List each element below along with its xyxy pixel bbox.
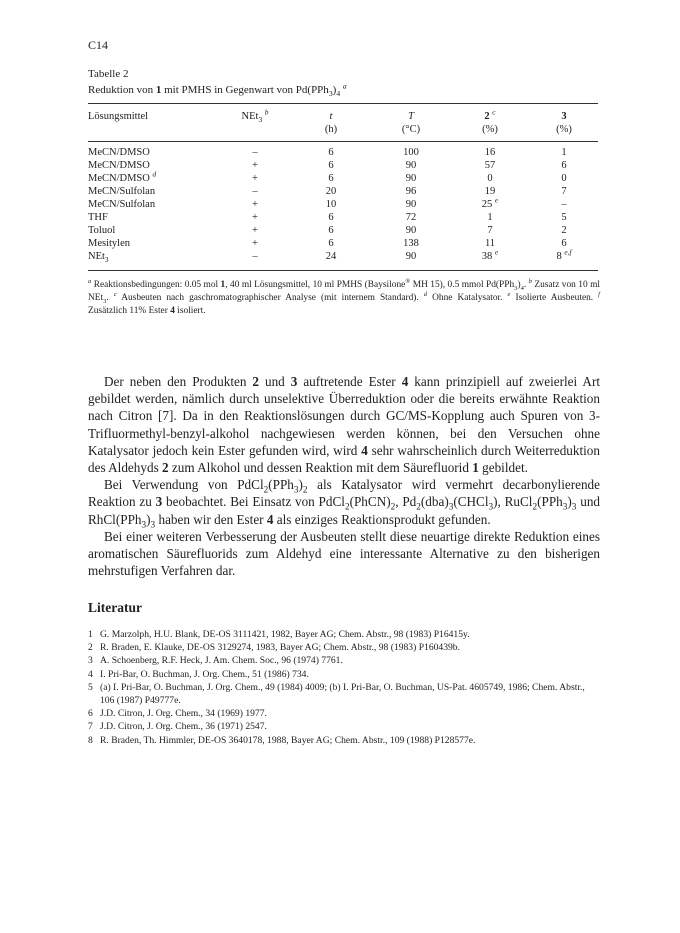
reference-item: 8 R. Braden, Th. Himmler, DE-OS 3640178, 1988, Bayer AG; Chem. Abstr., 109 (1988) P128577e.: [88, 734, 476, 746]
table-footnotes: $^a$ Reaktionsbedingungen: 0.05 mol 1, 40 ml Lösungsmittel, 10 ml PMHS (Baysilone® MH 15), 0.5 mmol $Pd(PPh_3)_4$. $^b$ Zusatz von 10 ml NEt$_3$. $^c$ Ausbeuten nach gaschromatographischer Analyse (mit internem Standard). $^d$ Ohne Katalysator. $^e$ Isolierte Ausbeuten. $^f$ Zusätzlich 11% Ester 4 isoliert.: [88, 277, 600, 316]
caption-prefix: Reduktion von: [88, 84, 156, 96]
header-time: t (h): [324, 111, 338, 135]
table-label: Tabelle 2: [88, 68, 129, 80]
caption-close: ): [332, 84, 337, 96]
table-row: Mesitylen + 6 138 11 6: [88, 238, 567, 249]
table-row: THF + 6 72 1 5: [88, 212, 567, 223]
table-row: MeCN/DMSO $^d$ + 6 90 0 0: [88, 169, 567, 184]
header-yield-2: 2 $^c$ (%): [482, 107, 498, 135]
reference-item: 5 (a) I. Pri-Bar, O. Buchman, J. Org. Chem., 49 (1984) 4009; (b) I. Pri-Bar, O. Buchman, US-Pat. 4605749, 1986; Chem. Abstr., 106 (1987) P49777e.: [88, 681, 585, 707]
caption-middle: mit PMHS in Gegenwart von Pd(PPh: [161, 84, 329, 96]
table-row: MeCN/Sulfolan – 20 96 19 7: [88, 186, 567, 197]
caption-footnote-mark: a: [342, 81, 347, 91]
reference-item: 4 I. Pri-Bar, O. Buchman, J. Org. Chem., 51 (1986) 734.: [88, 668, 309, 680]
table-caption: [88, 81, 347, 99]
table-top-rule: [88, 103, 598, 104]
caption-compound: 1: [155, 84, 162, 96]
body-text: [88, 373, 600, 579]
header-row: [88, 110, 598, 136]
header-net3: NEt$_3$ $^b$: [241, 107, 269, 125]
literature-heading: Literatur: [88, 600, 142, 615]
reference-item: 7 J.D. Citron, J. Org. Chem., 36 (1971) 2547.: [88, 721, 267, 733]
header-solvent: Lösungsmittel: [88, 111, 149, 122]
page-number: C14: [88, 38, 109, 52]
paragraph: Bei einer weiteren Verbesserung der Ausbeuten stellt diese neuartige direkte Reduktion eines aromatischen Säurefluorids zum Aldehyd eine interessante Alternative zu den bisherigen mehrstufigen Verfahren dar.: [88, 528, 600, 579]
caption-sub: 3: [328, 89, 333, 99]
header-temperature: T (°C): [401, 111, 421, 135]
table-row: MeCN/DMSO + 6 90 57 6: [88, 160, 567, 171]
reduction-table: [88, 107, 598, 265]
paragraph: Bei Verwendung von $PdCl_2(PPh_3)_2$ als Katalysator wird vermehrt decarbonylierende Reaktion zu 3 beobachtet. Bei Einsatz von $PdCl_2(PhCN)_2$, $Pd_2(dba)_3(CHCl_3)$, $RuCl_2(PPh_3)_3$ und $RhCl(PPh_3)_3$ haben wir den Ester 4 als einziges Reaktionsprodukt gefunden.: [88, 477, 600, 530]
table-row: Toluol + 6 90 7 2: [88, 225, 567, 236]
reference-list: [88, 628, 600, 747]
table-row: MeCN/DMSO – 6 100 16 1: [88, 147, 567, 158]
table-row: NEt$_3$ – 24 90 38 $^e$ 8 $^{e,f}$: [88, 247, 572, 265]
table-bottom-rule: [88, 270, 598, 271]
reference-item: 2 R. Braden, E. Klauke, DE-OS 3129274, 1983, Bayer AG; Chem. Abstr., 98 (1983) P160439b.: [88, 642, 461, 654]
reference-item: 6 J.D. Citron, J. Org. Chem., 34 (1969) 1977.: [88, 708, 267, 720]
table-row: MeCN/Sulfolan + 10 90 25 $^e$ –: [88, 195, 567, 210]
caption-sub2: 4: [336, 89, 341, 99]
paragraph: Der neben den Produkten 2 und 3 auftretende Ester 4 kann prinzipiell auf zweierlei Art gebildet werden, nämlich durch unselektive Überreduktion oder die bereits erwähnte Reaktion nach Citron [7]. Da in den Reaktionslösungen durch GC/MS-Kopplung auch Spuren von 3-Trifluormethyl-benzyl-alkohol nachgewiesen werden können, bei den Versuchen ohne Katalysator jedoch kein Ester gefunden wird, wird 4 sehr wahrscheinlich durch Weiterreduktion des Aldehyds 2 zum Alkohol und dessen Reaktion mit dem Säurefluorid 1 gebildet.: [88, 374, 601, 476]
header-yield-3: 3 (%): [556, 111, 572, 135]
reference-item: 3 A. Schoenberg, R.F. Heck, J. Am. Chem. Soc., 96 (1974) 7761.: [88, 655, 343, 667]
reference-item: 1 G. Marzolph, H.U. Blank, DE-OS 3111421, 1982, Bayer AG; Chem. Abstr., 98 (1983) P16415y.: [88, 629, 470, 640]
